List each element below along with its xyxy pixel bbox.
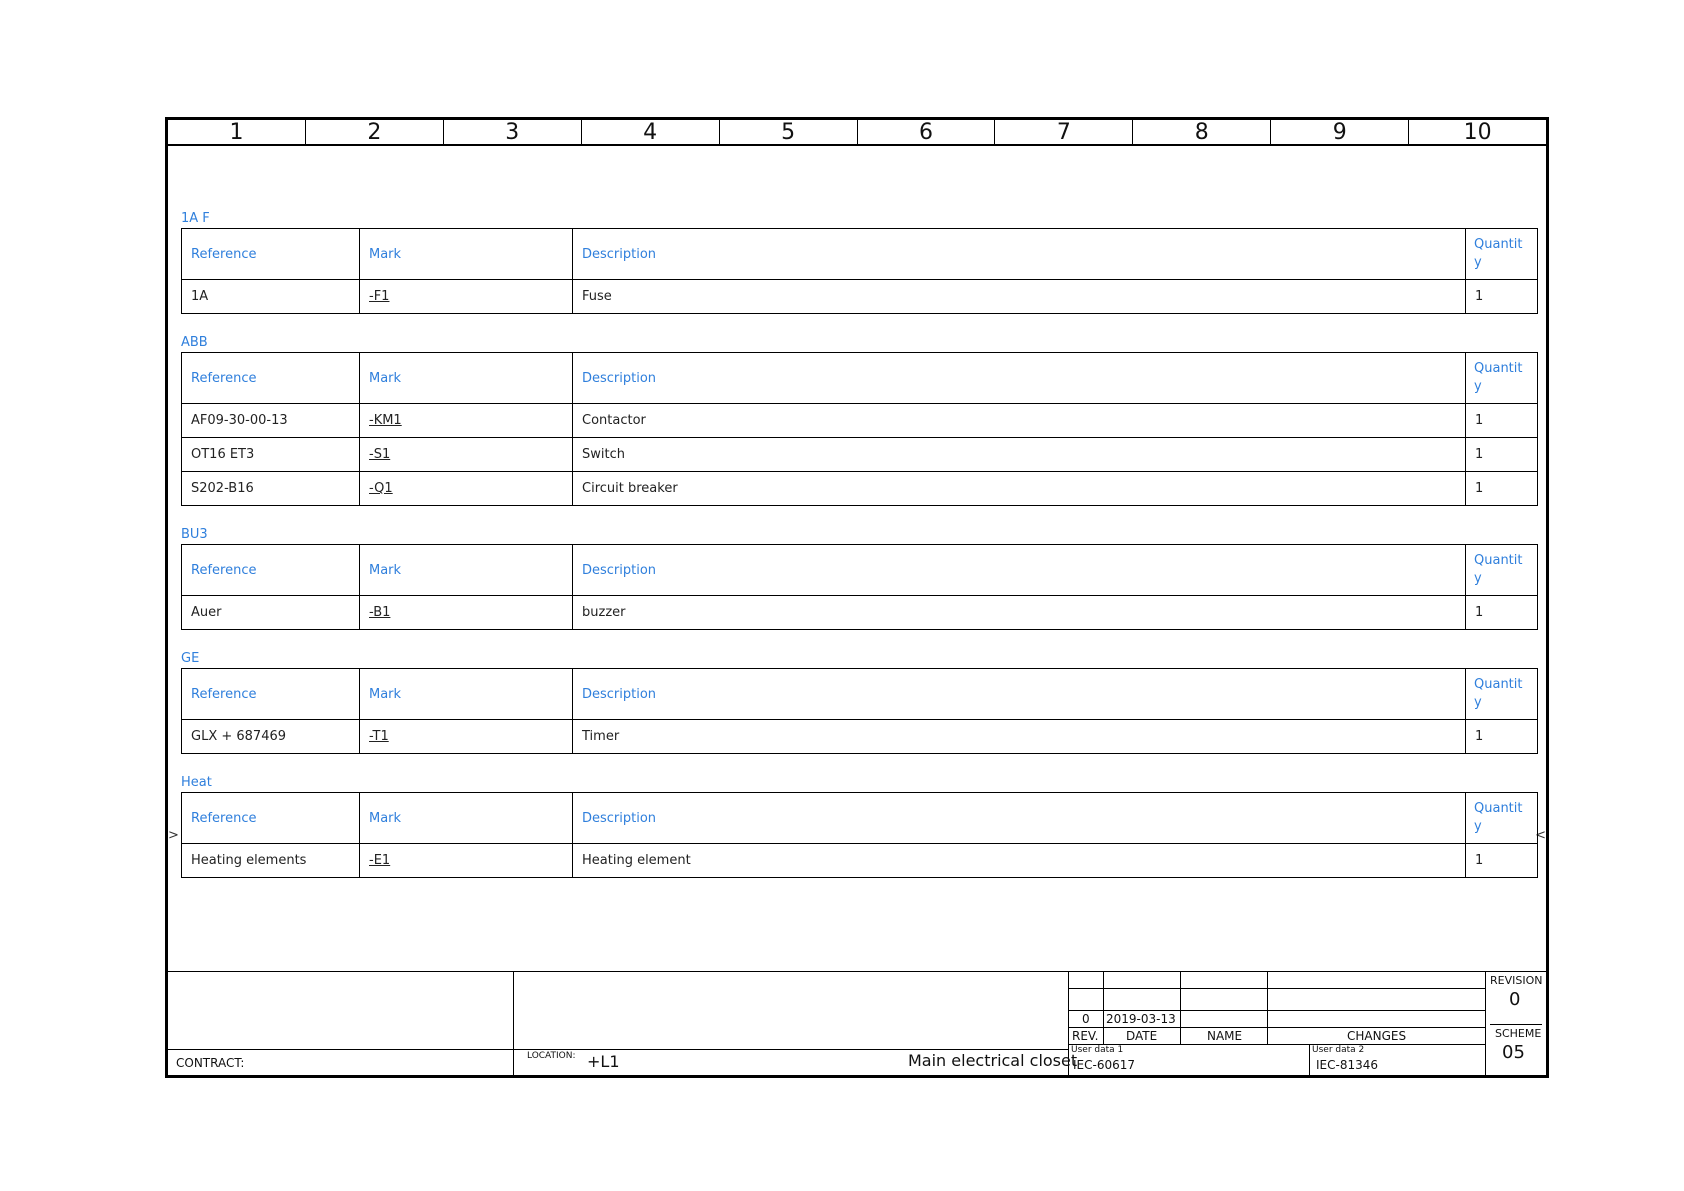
table-header-row bbox=[182, 353, 1538, 404]
header-description: Description bbox=[573, 793, 1466, 844]
header-mark: Mark bbox=[360, 793, 573, 844]
cell-quantity: 1 bbox=[1466, 280, 1538, 314]
header-quantity: Quantity bbox=[1466, 545, 1538, 596]
parts-table bbox=[181, 792, 1538, 878]
cell-quantity: 1 bbox=[1466, 720, 1538, 754]
header-description: Description bbox=[573, 669, 1466, 720]
rev-label: REV. bbox=[1072, 1029, 1099, 1043]
table-row bbox=[182, 596, 1538, 630]
cell-mark-link[interactable]: -E1 bbox=[360, 844, 573, 878]
table-row bbox=[182, 280, 1538, 314]
changes-label: CHANGES bbox=[1347, 1029, 1407, 1043]
location-name: Main electrical closet bbox=[908, 1051, 1078, 1070]
cell-quantity: 1 bbox=[1466, 404, 1538, 438]
header-quantity: Quantity bbox=[1466, 669, 1538, 720]
group-title: BU3 bbox=[181, 527, 208, 542]
ruler-column-3: 3 bbox=[444, 120, 582, 144]
header-reference: Reference bbox=[182, 353, 360, 404]
header-reference: Reference bbox=[182, 669, 360, 720]
header-description: Description bbox=[573, 229, 1466, 280]
date-label: DATE bbox=[1126, 1029, 1158, 1043]
parts-table bbox=[181, 668, 1538, 754]
header-mark: Mark bbox=[360, 229, 573, 280]
cell-reference: 1A bbox=[182, 280, 360, 314]
ruler-column-5: 5 bbox=[720, 120, 858, 144]
title-block bbox=[168, 971, 1546, 1075]
table-header-row bbox=[182, 669, 1538, 720]
right-center-marker: < bbox=[1535, 828, 1546, 843]
header-mark: Mark bbox=[360, 545, 573, 596]
cell-mark-link[interactable]: -F1 bbox=[360, 280, 573, 314]
parts-group bbox=[181, 334, 1527, 506]
location-value: +L1 bbox=[587, 1052, 620, 1071]
table-row bbox=[182, 404, 1538, 438]
cell-mark-link[interactable]: -KM1 bbox=[360, 404, 573, 438]
header-description: Description bbox=[573, 545, 1466, 596]
group-title: 1A F bbox=[181, 211, 210, 226]
cell-reference: AF09-30-00-13 bbox=[182, 404, 360, 438]
ruler-column-10: 10 bbox=[1463, 120, 1492, 145]
table-header-row bbox=[182, 229, 1538, 280]
cell-reference: Auer bbox=[182, 596, 360, 630]
parts-group bbox=[181, 210, 1527, 314]
cell-quantity: 1 bbox=[1466, 438, 1538, 472]
cell-reference: S202-B16 bbox=[182, 472, 360, 506]
table-row bbox=[182, 720, 1538, 754]
header-reference: Reference bbox=[182, 229, 360, 280]
cell-reference: Heating elements bbox=[182, 844, 360, 878]
parts-list bbox=[181, 210, 1527, 898]
parts-group bbox=[181, 774, 1527, 878]
cell-quantity: 1 bbox=[1466, 596, 1538, 630]
table-header-row bbox=[182, 793, 1538, 844]
parts-table bbox=[181, 544, 1538, 630]
group-title: GE bbox=[181, 651, 200, 666]
cell-description: Contactor bbox=[573, 404, 1466, 438]
cell-description: Circuit breaker bbox=[573, 472, 1466, 506]
revision-value: 0 bbox=[1509, 989, 1521, 1010]
rev-value: 0 bbox=[1082, 1012, 1090, 1026]
table-row bbox=[182, 438, 1538, 472]
header-mark: Mark bbox=[360, 669, 573, 720]
cell-description: Switch bbox=[573, 438, 1466, 472]
cell-description: Timer bbox=[573, 720, 1466, 754]
ruler-column-1: 1 bbox=[168, 120, 306, 144]
parts-table bbox=[181, 352, 1538, 506]
ruler-column-8: 8 bbox=[1133, 120, 1271, 144]
cell-mark-link[interactable]: -T1 bbox=[360, 720, 573, 754]
user-data-2-label: User data 2 bbox=[1312, 1045, 1365, 1055]
cell-mark-link[interactable]: -B1 bbox=[360, 596, 573, 630]
location-label: LOCATION: bbox=[527, 1051, 576, 1061]
header-reference: Reference bbox=[182, 545, 360, 596]
column-ruler bbox=[168, 120, 1546, 146]
cell-description: buzzer bbox=[573, 596, 1466, 630]
revision-label: REVISION bbox=[1490, 974, 1543, 987]
scheme-value: 05 bbox=[1502, 1042, 1525, 1063]
parts-group bbox=[181, 650, 1527, 754]
cell-reference: OT16 ET3 bbox=[182, 438, 360, 472]
cell-description: Heating element bbox=[573, 844, 1466, 878]
cell-quantity: 1 bbox=[1466, 844, 1538, 878]
user-data-2: IEC-81346 bbox=[1316, 1058, 1379, 1072]
ruler-column-2: 2 bbox=[306, 120, 444, 144]
group-title: ABB bbox=[181, 335, 208, 350]
user-data-1: IEC-60617 bbox=[1073, 1058, 1136, 1072]
cell-mark-link[interactable]: -Q1 bbox=[360, 472, 573, 506]
ruler-column-7: 7 bbox=[995, 120, 1133, 144]
header-mark: Mark bbox=[360, 353, 573, 404]
table-header-row bbox=[182, 545, 1538, 596]
user-data-1-label: User data 1 bbox=[1071, 1045, 1124, 1055]
header-quantity: Quantity bbox=[1466, 353, 1538, 404]
cell-reference: GLX + 687469 bbox=[182, 720, 360, 754]
left-center-marker: > bbox=[168, 828, 179, 843]
group-title: Heat bbox=[181, 775, 212, 790]
drawing-sheet bbox=[165, 117, 1549, 1078]
parts-group bbox=[181, 526, 1527, 630]
table-row bbox=[182, 472, 1538, 506]
cell-description: Fuse bbox=[573, 280, 1466, 314]
table-row bbox=[182, 844, 1538, 878]
cell-mark-link[interactable]: -S1 bbox=[360, 438, 573, 472]
rev-date: 2019-03-13 bbox=[1106, 1012, 1176, 1026]
ruler-column-4: 4 bbox=[582, 120, 720, 144]
ruler-column-9: 9 bbox=[1271, 120, 1409, 144]
ruler-column-6: 6 bbox=[858, 120, 996, 144]
contract-label: CONTRACT: bbox=[176, 1056, 245, 1070]
cell-quantity: 1 bbox=[1466, 472, 1538, 506]
name-label: NAME bbox=[1207, 1029, 1243, 1043]
header-reference: Reference bbox=[182, 793, 360, 844]
scheme-label: SCHEME bbox=[1495, 1027, 1542, 1040]
parts-table bbox=[181, 228, 1538, 314]
header-quantity: Quantity bbox=[1466, 229, 1538, 280]
header-description: Description bbox=[573, 353, 1466, 404]
header-quantity: Quantity bbox=[1466, 793, 1538, 844]
